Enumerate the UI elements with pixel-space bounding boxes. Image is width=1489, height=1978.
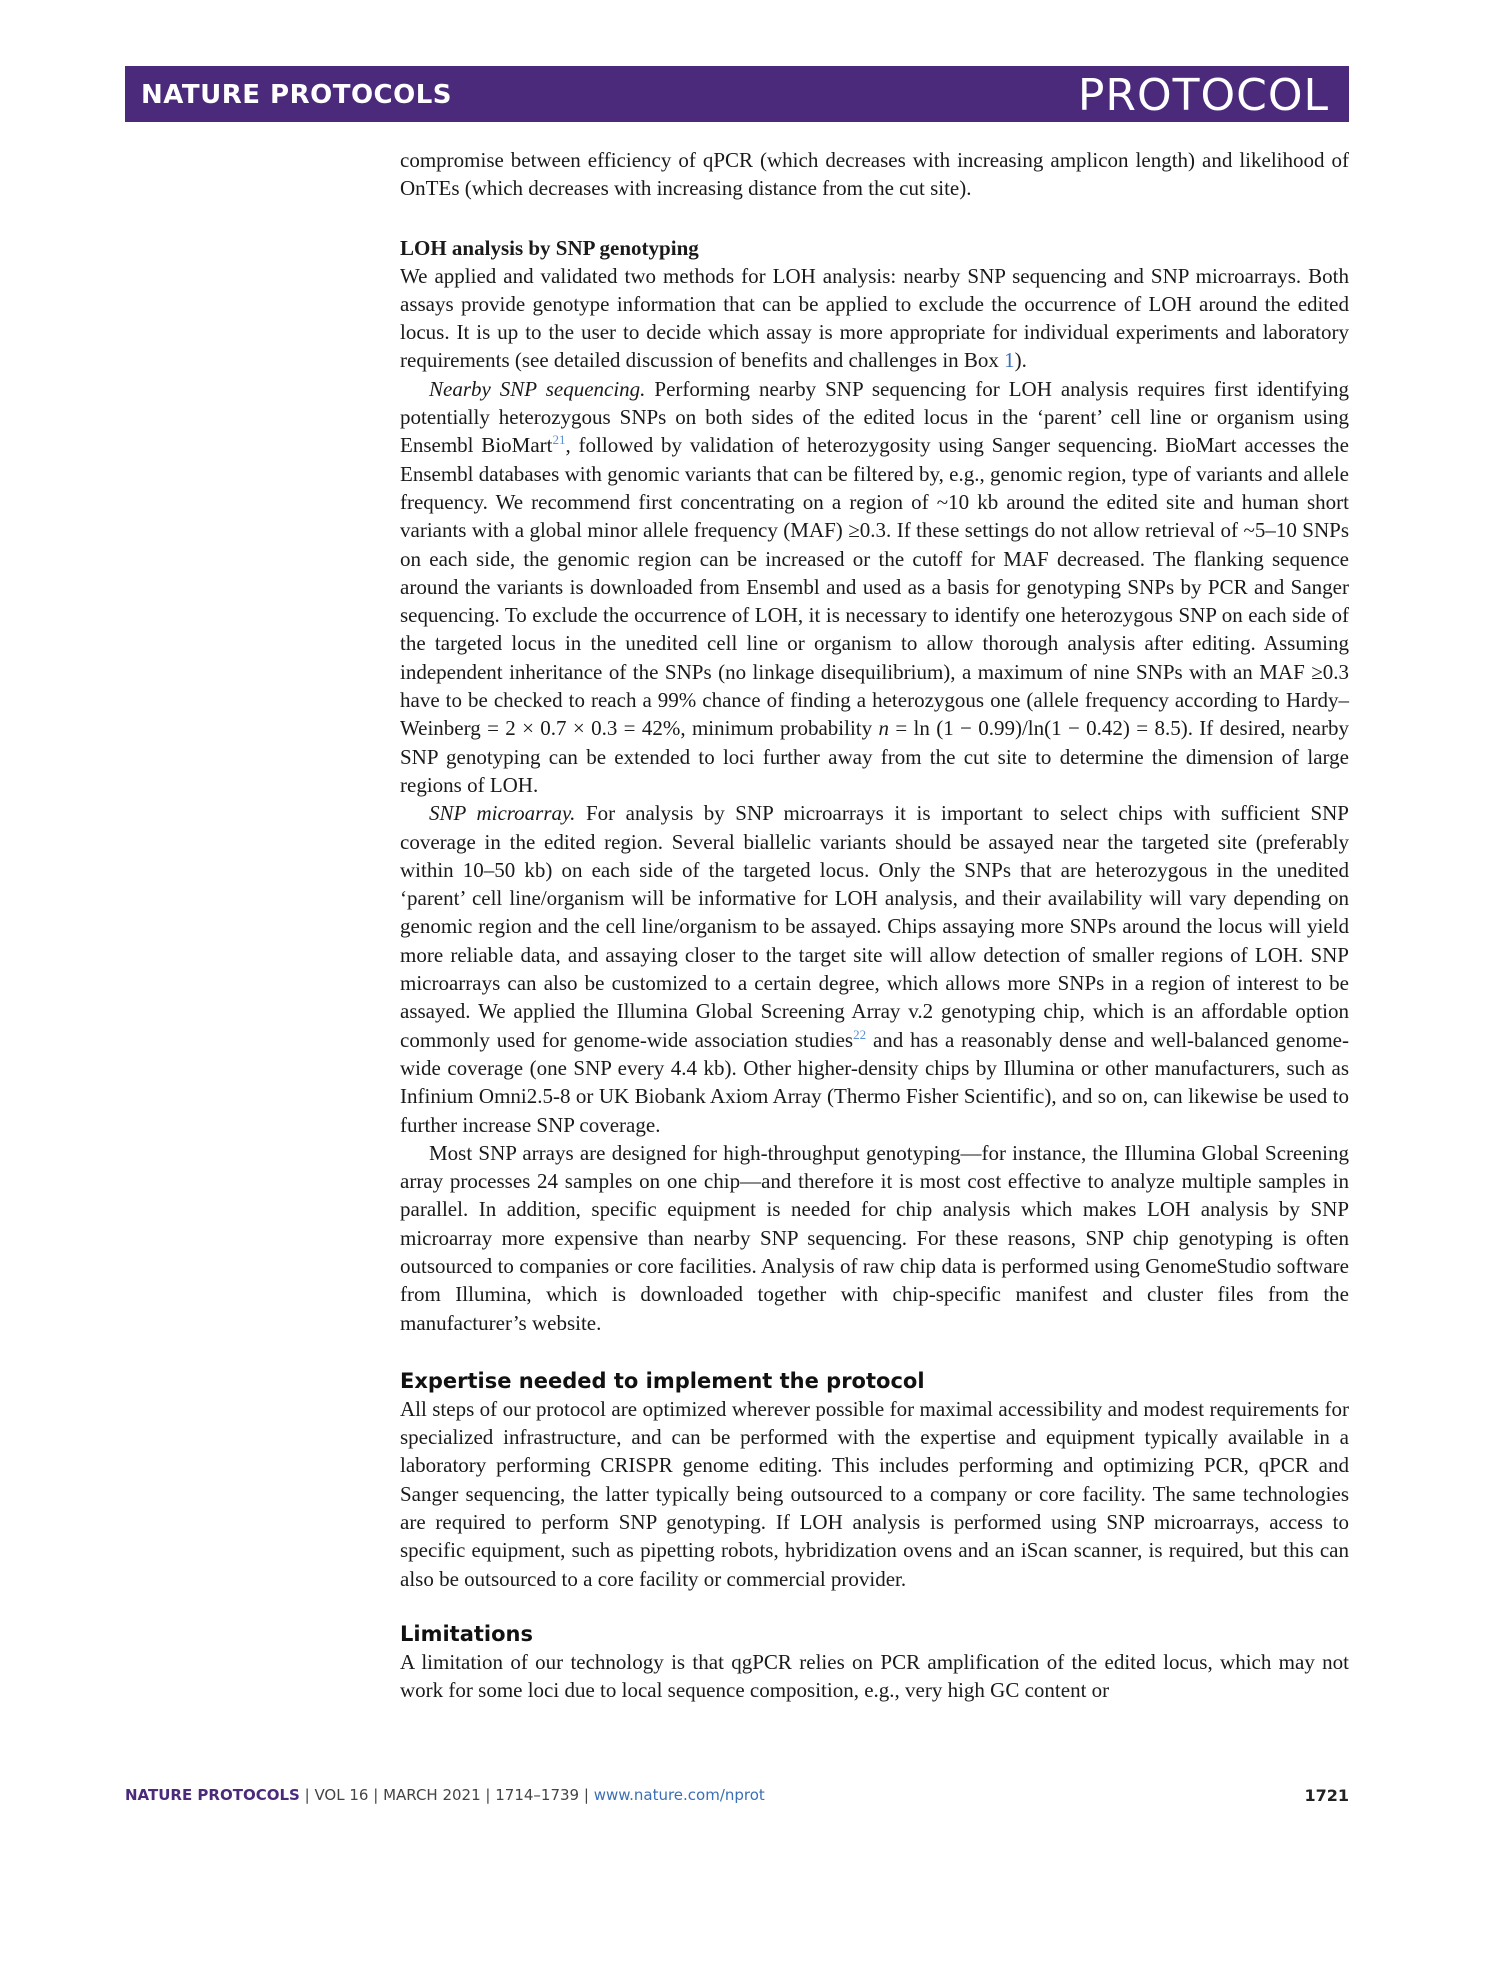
- journal-name: NATURE PROTOCOLS: [141, 80, 453, 110]
- paragraph-nearby-snp: Nearby SNP sequencing. Performing nearby SNP sequencing for LOH analysis requires first identifying potentially heterozygous SNPs on both sides of the edited locus in the ‘parent’ cell line or organism using Ensembl BioMart$^{21}$, followed by validation of heterozygosity using Sanger sequencing. BioMart accesses the Ensembl databases with genomic variants that can be filtered by, e.g., genomic region, type of variants and allele frequency. We recommend first concentrating on a region of ~10 kb around the edited site and human short variants with a global minor allele frequency (MAF) ≥0.3. If these settings do not allow retrieval of ~5–10 SNPs on each side, the genomic region can be increased or the cutoff for MAF decreased. The flanking sequence around the variants is downloaded from Ensembl and used as a basis for genotyping SNPs by PCR and Sanger sequencing. To exclude the occurrence of LOH, it is necessary to identify one heterozygous SNP on each side of the targeted locus in the unedited cell line or organism to allow thorough analysis after editing. Assuming independent inheritance of the SNPs (no linkage disequilibrium), a maximum of nine SNPs with an MAF ≥0.3 have to be checked to reach a 99% chance of finding a heterozygous one (allele frequency according to Hardy–Weinberg = 2 × 0.7 × 0.3 = 42%, minimum probability n = ln (1 − 0.99)/ln(1 − 0.42) = 8.5). If desired, nearby SNP genotyping can be extended to loci further away from the cut site to determine the dimension of large regions of LOH.: [400, 376, 1350, 797]
- footer-url-link[interactable]: www.nature.com/nprot: [593, 1786, 765, 1804]
- journal-header-banner: [125, 66, 1349, 122]
- paragraph-limitations: A limitation of our technology is that qgPCR relies on PCR amplification of the edited locus, which may not work for some loci due to local sequence composition, e.g., very high GC content or: [400, 1649, 1349, 1703]
- paragraph-expertise: All steps of our protocol are optimized wherever possible for maximal accessibility and modest requirements for specialized infrastructure, and can be performed with the expertise and equipment typically available in a laboratory performing CRISPR genome editing. This includes performing and optimizing PCR, qPCR and Sanger sequencing, the latter typically being outsourced to a company or core facility. The same technologies are required to perform SNP genotyping. If LOH analysis is performed using SNP microarrays, access to specific equipment, such as pipetting robots, hybridization ovens and an iScan scanner, is required, but this can also be outsourced to a core facility or commercial provider.: [400, 1396, 1349, 1591]
- paragraph-continued: compromise between efficiency of qPCR (which decreases with increasing amplicon length) and likelihood of OnTEs (which decreases with increasing distance from the cut site).: [400, 148, 1349, 201]
- footer-journal-name: NATURE PROTOCOLS: [125, 1786, 300, 1804]
- subsection-title-nearby-snp: Nearby SNP sequencing.: [429, 376, 646, 401]
- subsection-title-snp-microarray: SNP microarray.: [429, 801, 576, 826]
- paragraph-snp-microarray: SNP microarray. For analysis by SNP microarrays it is important to select chips with sufficient SNP coverage in the edited region. Several biallelic variants should be assayed near the targeted site (preferably within 10–50 kb) on each side of the targeted locus. Only the SNPs that are heterozygous in the unedited ‘parent’ cell line/organism will be informative for LOH analysis, and their availability will vary depending on genomic region and the cell line/organism to be assayed. Chips assaying more SNPs around the locus will yield more reliable data, and assaying closer to the target site will allow detection of smaller regions of LOH. SNP microarrays can also be customized to a certain degree, which allows more SNPs in a region of interest to be assayed. We applied the Illumina Global Screening Array v.2 genotyping chip, which is an affordable option commonly used for genome-wide association studies$^{22}$ and has a reasonably dense and well-balanced genome-wide coverage (one SNP every 4.4 kb). Other higher-density chips by Illumina or other manufacturers, such as Infinium Omni2.5-8 or UK Biobank Axiom Array (Thermo Fisher Scientific), and so on, can likewise be used to further increase SNP coverage.: [400, 801, 1349, 1137]
- citation-link[interactable]: 22: [853, 1026, 867, 1042]
- footer-pages: 1714–1739: [495, 1786, 580, 1804]
- paragraph-loh-intro: We applied and validated two methods for LOH analysis: nearby SNP sequencing and SNP microarrays. Both assays provide genotype information that can be applied to exclude the occurrence of LOH around the edited locus. It is up to the user to decide which assay is more appropriate for individual experiments and laboratory requirements (see detailed discussion of benefits and challenges in Box 1).: [400, 263, 1349, 373]
- footer-volume: VOL 16: [314, 1786, 369, 1804]
- section-heading-limitations: Limitations: [400, 1621, 533, 1646]
- section-heading-loh: LOH analysis by SNP genotyping: [400, 235, 699, 260]
- footer-date: MARCH 2021: [383, 1786, 481, 1804]
- paragraph-snp-arrays: Most SNP arrays are designed for high-throughput genotyping—for instance, the Illumina Global Screening array processes 24 samples on one chip—and therefore it is most cost effective to analyze multiple samples in parallel. In addition, specific equipment is needed for chip analysis which makes LOH analysis by SNP microarray more expensive than nearby SNP sequencing. For these reasons, SNP chip genotyping is often outsourced to companies or core facilities. Analysis of raw chip data is performed using GenomeStudio software from Illumina, which is downloaded together with chip-specific manifest and cluster files from the manufacturer’s website.: [400, 1140, 1349, 1335]
- page-footer: NATURE PROTOCOLS | VOL 16 | MARCH 2021 | 1714–1739 | www.nature.com/nprot 1721: [125, 1786, 1349, 1805]
- box-reference-link[interactable]: 1: [1004, 348, 1015, 373]
- section-heading-expertise: Expertise needed to implement the protocol: [400, 1368, 925, 1393]
- article-body: [400, 146, 1349, 1705]
- citation-link[interactable]: 21: [552, 432, 566, 448]
- page-number: 1721: [1304, 1786, 1349, 1805]
- article-type-label: PROTOCOL: [1077, 70, 1329, 121]
